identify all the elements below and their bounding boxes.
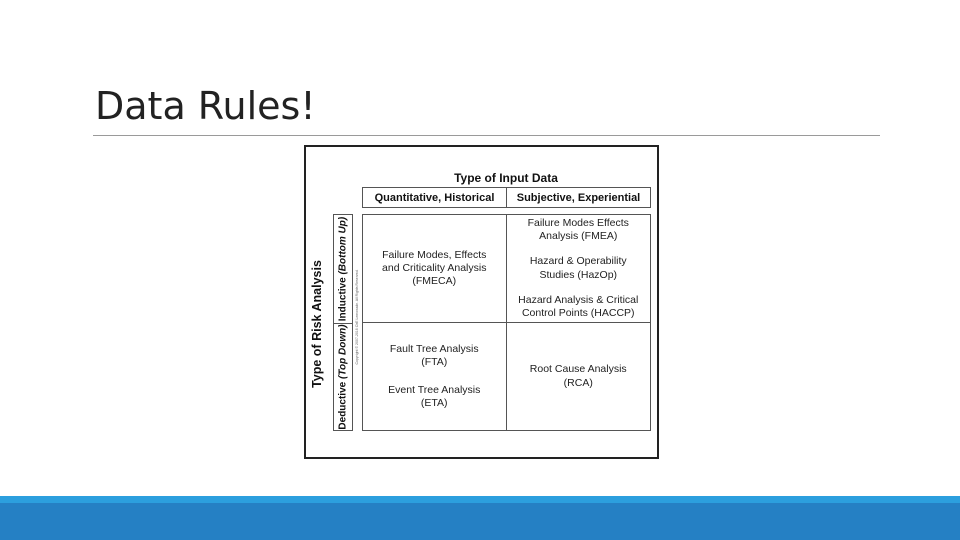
method-label: Root Cause Analysis (RCA)	[529, 363, 627, 389]
risk-analysis-matrix-figure	[304, 145, 659, 459]
row-header-deductive-box	[334, 324, 352, 430]
row-header-inductive-box	[334, 215, 352, 323]
column-header-quantitative: Quantitative, Historical	[374, 191, 495, 204]
method-label: Failure Modes Effects Analysis (FMEA)	[527, 217, 629, 243]
cell-inductive-subjective	[507, 215, 651, 323]
risk-analysis-heading-box	[308, 259, 326, 389]
footer-bar	[0, 496, 960, 540]
row-header-deductive: Deductive (Top Down)	[337, 324, 349, 430]
copyright-notice-box	[353, 257, 361, 377]
cell-deductive-subjective	[507, 323, 651, 430]
risk-analysis-grid	[362, 214, 651, 431]
cell-deductive-quantitative	[363, 323, 507, 430]
cell-inductive-quantitative	[363, 215, 507, 323]
method-label: Hazard & Operability Studies (HazOp)	[529, 255, 627, 281]
title-divider	[93, 135, 880, 136]
input-data-heading: Type of Input Data	[454, 171, 558, 185]
method-label: Event Tree Analysis (ETA)	[388, 383, 481, 409]
footer-accent-stripe	[0, 496, 960, 503]
risk-analysis-rows	[333, 214, 353, 431]
method-label: Hazard Analysis & Critical Control Points (HACCP)	[518, 293, 639, 319]
copyright-notice: Copyright © 2007-2016 ChE Lemonade. All Rights Reserved.	[355, 269, 359, 365]
slide-title: Data Rules!	[95, 84, 316, 128]
method-label: Fault Tree Analysis (FTA)	[389, 343, 479, 369]
input-data-columns	[362, 187, 651, 208]
column-header-subjective: Subjective, Experiential	[506, 188, 650, 207]
row-header-inductive: Inductive (Bottom Up)	[337, 216, 349, 322]
risk-analysis-heading: Type of Risk Analysis	[310, 260, 324, 388]
method-label: Failure Modes, Effects and Criticality Analysis (FMECA)	[382, 248, 487, 288]
